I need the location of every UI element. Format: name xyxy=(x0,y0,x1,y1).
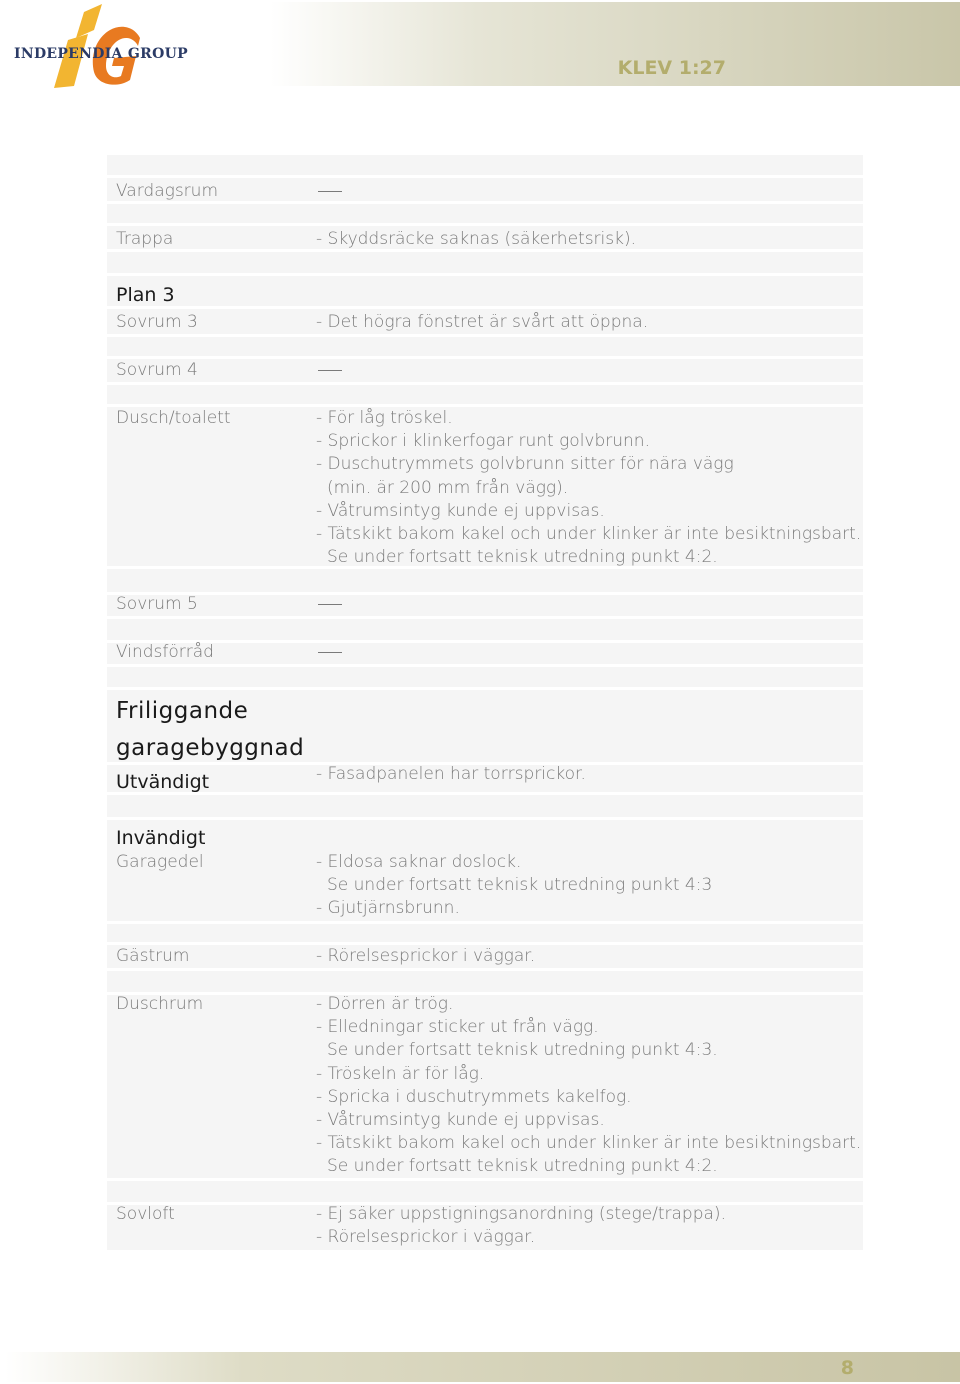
row-divider xyxy=(107,792,863,795)
remark-line: - Tätskikt bakom kakel och under klinker är inte besiktningsbart. xyxy=(316,1133,862,1154)
remark-line: - Våtrumsintyg kunde ej uppvisas. xyxy=(316,500,605,521)
room-gastrum: Gästrum xyxy=(116,946,190,966)
no-remarks-dash xyxy=(318,191,342,192)
no-remarks-dash xyxy=(318,652,342,653)
row-divider xyxy=(107,356,863,359)
company-logo xyxy=(0,0,200,95)
heading-garagebyggnad: garagebyggnad xyxy=(116,735,305,761)
remark-line: - Fasadpanelen har torrsprickor. xyxy=(316,764,586,784)
remarks-duschrum xyxy=(316,993,861,1179)
room-vardagsrum: Vardagsrum xyxy=(116,181,219,201)
row-divider xyxy=(107,273,863,276)
remark-line: - Gjutjärnsbrunn. xyxy=(316,898,460,919)
row-divider xyxy=(107,640,863,643)
heading-friliggande: Friliggande xyxy=(116,698,249,724)
no-remarks-dash xyxy=(318,370,342,371)
room-sovloft: Sovloft xyxy=(116,1204,175,1224)
row-divider xyxy=(107,334,863,337)
room-vindsforrad: Vindsförråd xyxy=(116,642,214,662)
row-divider xyxy=(107,175,863,178)
remarks-sovrum-3 xyxy=(316,311,648,334)
remark-line: - Spricka i duschutrymmets kakelfog. xyxy=(316,1086,632,1107)
remark-line: - Duschutrymmets golvbrunn sitter för nära vägg xyxy=(316,454,734,475)
room-garagedel: Garagedel xyxy=(116,852,204,872)
page-number: 8 xyxy=(840,1357,854,1379)
remark-line: - Eldosa saknar doslock. xyxy=(316,852,522,872)
row-divider xyxy=(107,968,863,971)
remark-line: - Dörren är trög. xyxy=(316,994,454,1014)
room-dusch-toalett: Dusch/toalett xyxy=(116,408,231,428)
remark-line: Se under fortsatt teknisk utredning punkt 4:2. xyxy=(327,1156,718,1177)
remark-line: Se under fortsatt teknisk utredning punkt 4:2. xyxy=(327,547,718,568)
row-divider xyxy=(107,921,863,924)
remark-line: - Elledningar sticker ut från vägg. xyxy=(316,1017,599,1038)
row-divider xyxy=(107,306,863,309)
footer-band xyxy=(5,1352,960,1382)
row-divider xyxy=(107,616,863,619)
remarks-trappa xyxy=(316,228,636,251)
header-band xyxy=(270,2,960,86)
page-reference: KLEV 1:27 xyxy=(617,57,726,79)
remark-line: - För låg tröskel. xyxy=(316,408,453,428)
heading-utvandigt: Utvändigt xyxy=(116,771,210,793)
no-remarks-dash xyxy=(318,604,342,605)
row-divider xyxy=(107,592,863,595)
row-divider xyxy=(107,817,863,820)
heading-invandigt: Invändigt xyxy=(116,827,206,849)
row-divider xyxy=(107,382,863,385)
inspection-table xyxy=(107,155,863,1250)
remarks-gastrum xyxy=(316,945,535,968)
remark-line: - Skyddsräcke saknas (säkerhetsrisk). xyxy=(316,229,636,249)
row-divider xyxy=(107,201,863,204)
remark-line: - Det högra fönstret är svårt att öppna. xyxy=(316,312,649,332)
remark-line: - Rörelsesprickor i väggar. xyxy=(316,946,536,966)
remark-line: - Våtrumsintyg kunde ej uppvisas. xyxy=(316,1110,605,1131)
heading-plan-3: Plan 3 xyxy=(116,284,175,306)
row-divider xyxy=(107,687,863,690)
company-name: INDEPENDIA GROUP xyxy=(14,46,188,62)
room-sovrum-3: Sovrum 3 xyxy=(116,312,198,332)
remark-line: Se under fortsatt teknisk utredning punkt 4:3. xyxy=(327,1040,718,1061)
remarks-utvandigt xyxy=(316,763,586,786)
remark-line: Se under fortsatt teknisk utredning punkt 4:3 xyxy=(327,875,713,896)
remarks-sovloft xyxy=(316,1203,726,1249)
remark-line: - Tätskikt bakom kakel och under klinker är inte besiktningsbart. xyxy=(316,524,862,545)
row-divider xyxy=(107,664,863,667)
room-duschrum: Duschrum xyxy=(116,994,204,1014)
row-divider xyxy=(107,223,863,226)
remark-line: - Tröskeln är för låg. xyxy=(316,1063,485,1084)
remark-line: - Rörelsesprickor i väggar. xyxy=(316,1227,536,1248)
room-trappa: Trappa xyxy=(116,229,174,249)
room-sovrum-4: Sovrum 4 xyxy=(116,360,198,380)
remark-line: - Sprickor i klinkerfogar runt golvbrunn. xyxy=(316,431,650,452)
remark-line: - Ej säker uppstigningsanordning (stege/trappa). xyxy=(316,1204,726,1224)
remarks-dusch-toalett xyxy=(316,407,861,569)
room-sovrum-5: Sovrum 5 xyxy=(116,594,198,614)
remarks-garagedel xyxy=(316,851,712,921)
remark-line: (min. är 200 mm från vägg). xyxy=(327,477,569,498)
